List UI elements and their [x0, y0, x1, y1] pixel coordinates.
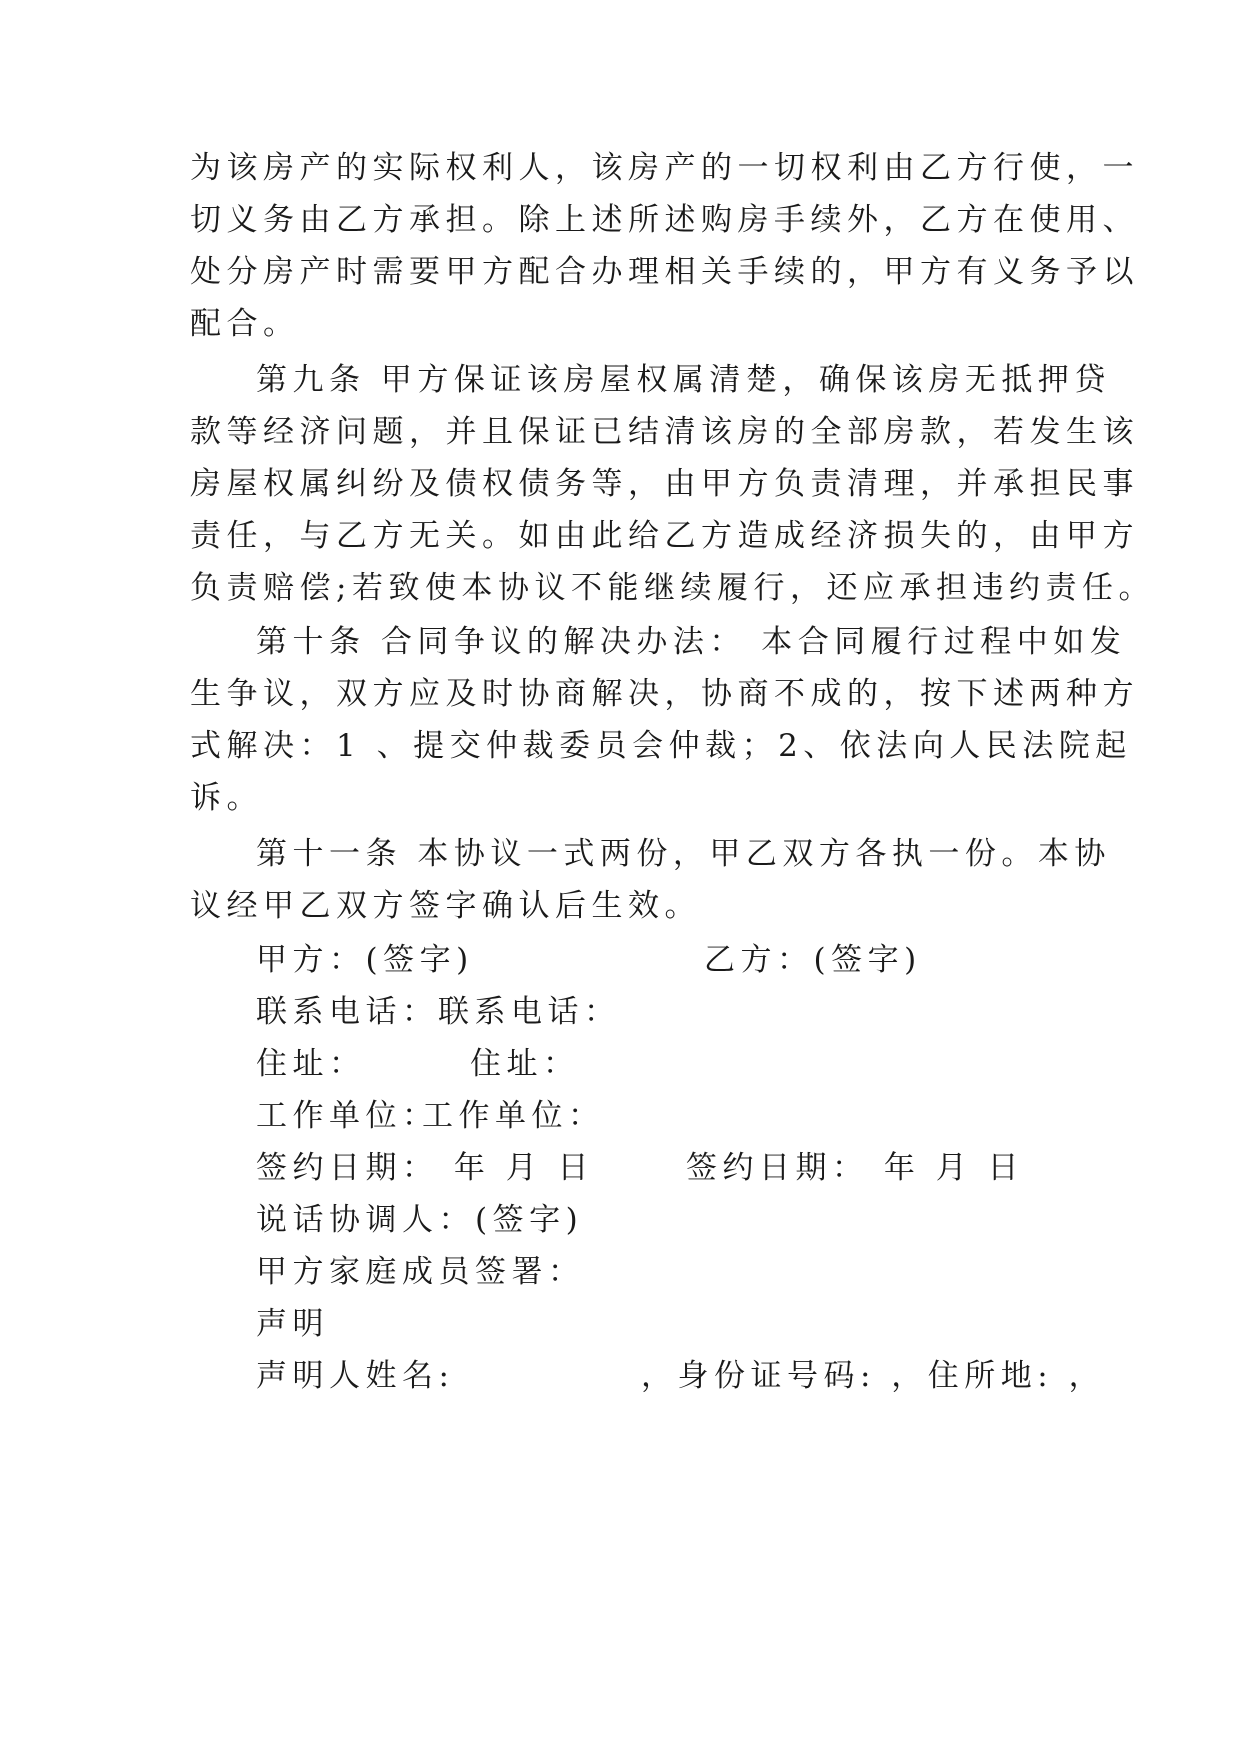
- party-b-employer-label: 工作单位：: [422, 1098, 605, 1134]
- declaration-title: 声明: [256, 1306, 329, 1342]
- clause-11-line-2: 议经甲乙双方签字确认后生效。: [190, 888, 701, 924]
- clause-11-line-1: 第十一条 本协议一式两份，甲乙双方各执一份。本协: [256, 836, 1111, 872]
- clause-8-line-4: 配合。: [190, 306, 300, 342]
- clause-9-line-5: 负责赔偿;若致使本协议不能继续履行，还应承担违约责任。: [190, 570, 1155, 606]
- party-b-sign-date: 签约日期： 年 月 日: [686, 1150, 1025, 1186]
- party-signature-row: [256, 940, 1156, 980]
- party-a-sign-date: 签约日期： 年 月 日: [256, 1150, 595, 1186]
- declarant-id-address-label: ，身份证号码: ，住所地: ，: [641, 1358, 1106, 1394]
- phone-row: [256, 992, 1156, 1032]
- address-row: [256, 1044, 1156, 1084]
- declaration-identity-row: [256, 1356, 1156, 1396]
- clause-10-line-1: 第十条 合同争议的解决办法： 本合同履行过程中如发: [256, 624, 1127, 660]
- party-b-address-label: 住址：: [470, 1046, 580, 1082]
- clause-9-line-1: 第九条 甲方保证该房屋权属清楚，确保该房无抵押贷: [256, 362, 1111, 398]
- sign-date-row: [256, 1148, 1156, 1188]
- employer-row: [256, 1096, 1156, 1136]
- clause-10-line-2: 生争议，双方应及时协商解决，协商不成的，按下述两种方: [190, 676, 1139, 712]
- party-b-signature-label: 乙方：(签字): [704, 942, 922, 978]
- party-a-address-label: 住址：: [256, 1046, 366, 1082]
- clause-8-line-2: 切义务由乙方承担。除上述所述购房手续外，乙方在使用、: [190, 202, 1139, 238]
- clause-9-line-2: 款等经济问题，并且保证已结清该房的全部房款，若发生该: [190, 414, 1139, 450]
- family-signature-label: 甲方家庭成员签署：: [256, 1254, 585, 1290]
- declarant-name-label: 声明人姓名:: [256, 1358, 455, 1394]
- party-b-phone-label: 联系电话：: [438, 994, 621, 1030]
- clause-9-line-4: 责任，与乙方无关。如由此给乙方造成经济损失的，由甲方: [190, 518, 1139, 554]
- clause-8-line-1: 为该房产的实际权利人，该房产的一切权利由乙方行使，一: [190, 150, 1139, 186]
- party-a-signature-label: 甲方：(签字): [256, 942, 474, 978]
- clause-10-line-4: 诉。: [190, 780, 263, 816]
- party-a-phone-label: 联系电话：: [256, 994, 439, 1030]
- party-a-employer-label: 工作单位：: [256, 1098, 439, 1134]
- clause-8-line-3: 处分房产时需要甲方配合办理相关手续的，甲方有义务予以: [190, 254, 1139, 290]
- clause-10-line-3: 式解决：1 、提交仲裁委员会仲裁；2、依法向人民法院起: [190, 728, 1132, 764]
- mediator-signature-label: 说话协调人：(签字): [256, 1202, 584, 1238]
- clause-9-line-3: 房屋权属纠纷及债权债务等，由甲方负责清理，并承担民事: [190, 466, 1139, 502]
